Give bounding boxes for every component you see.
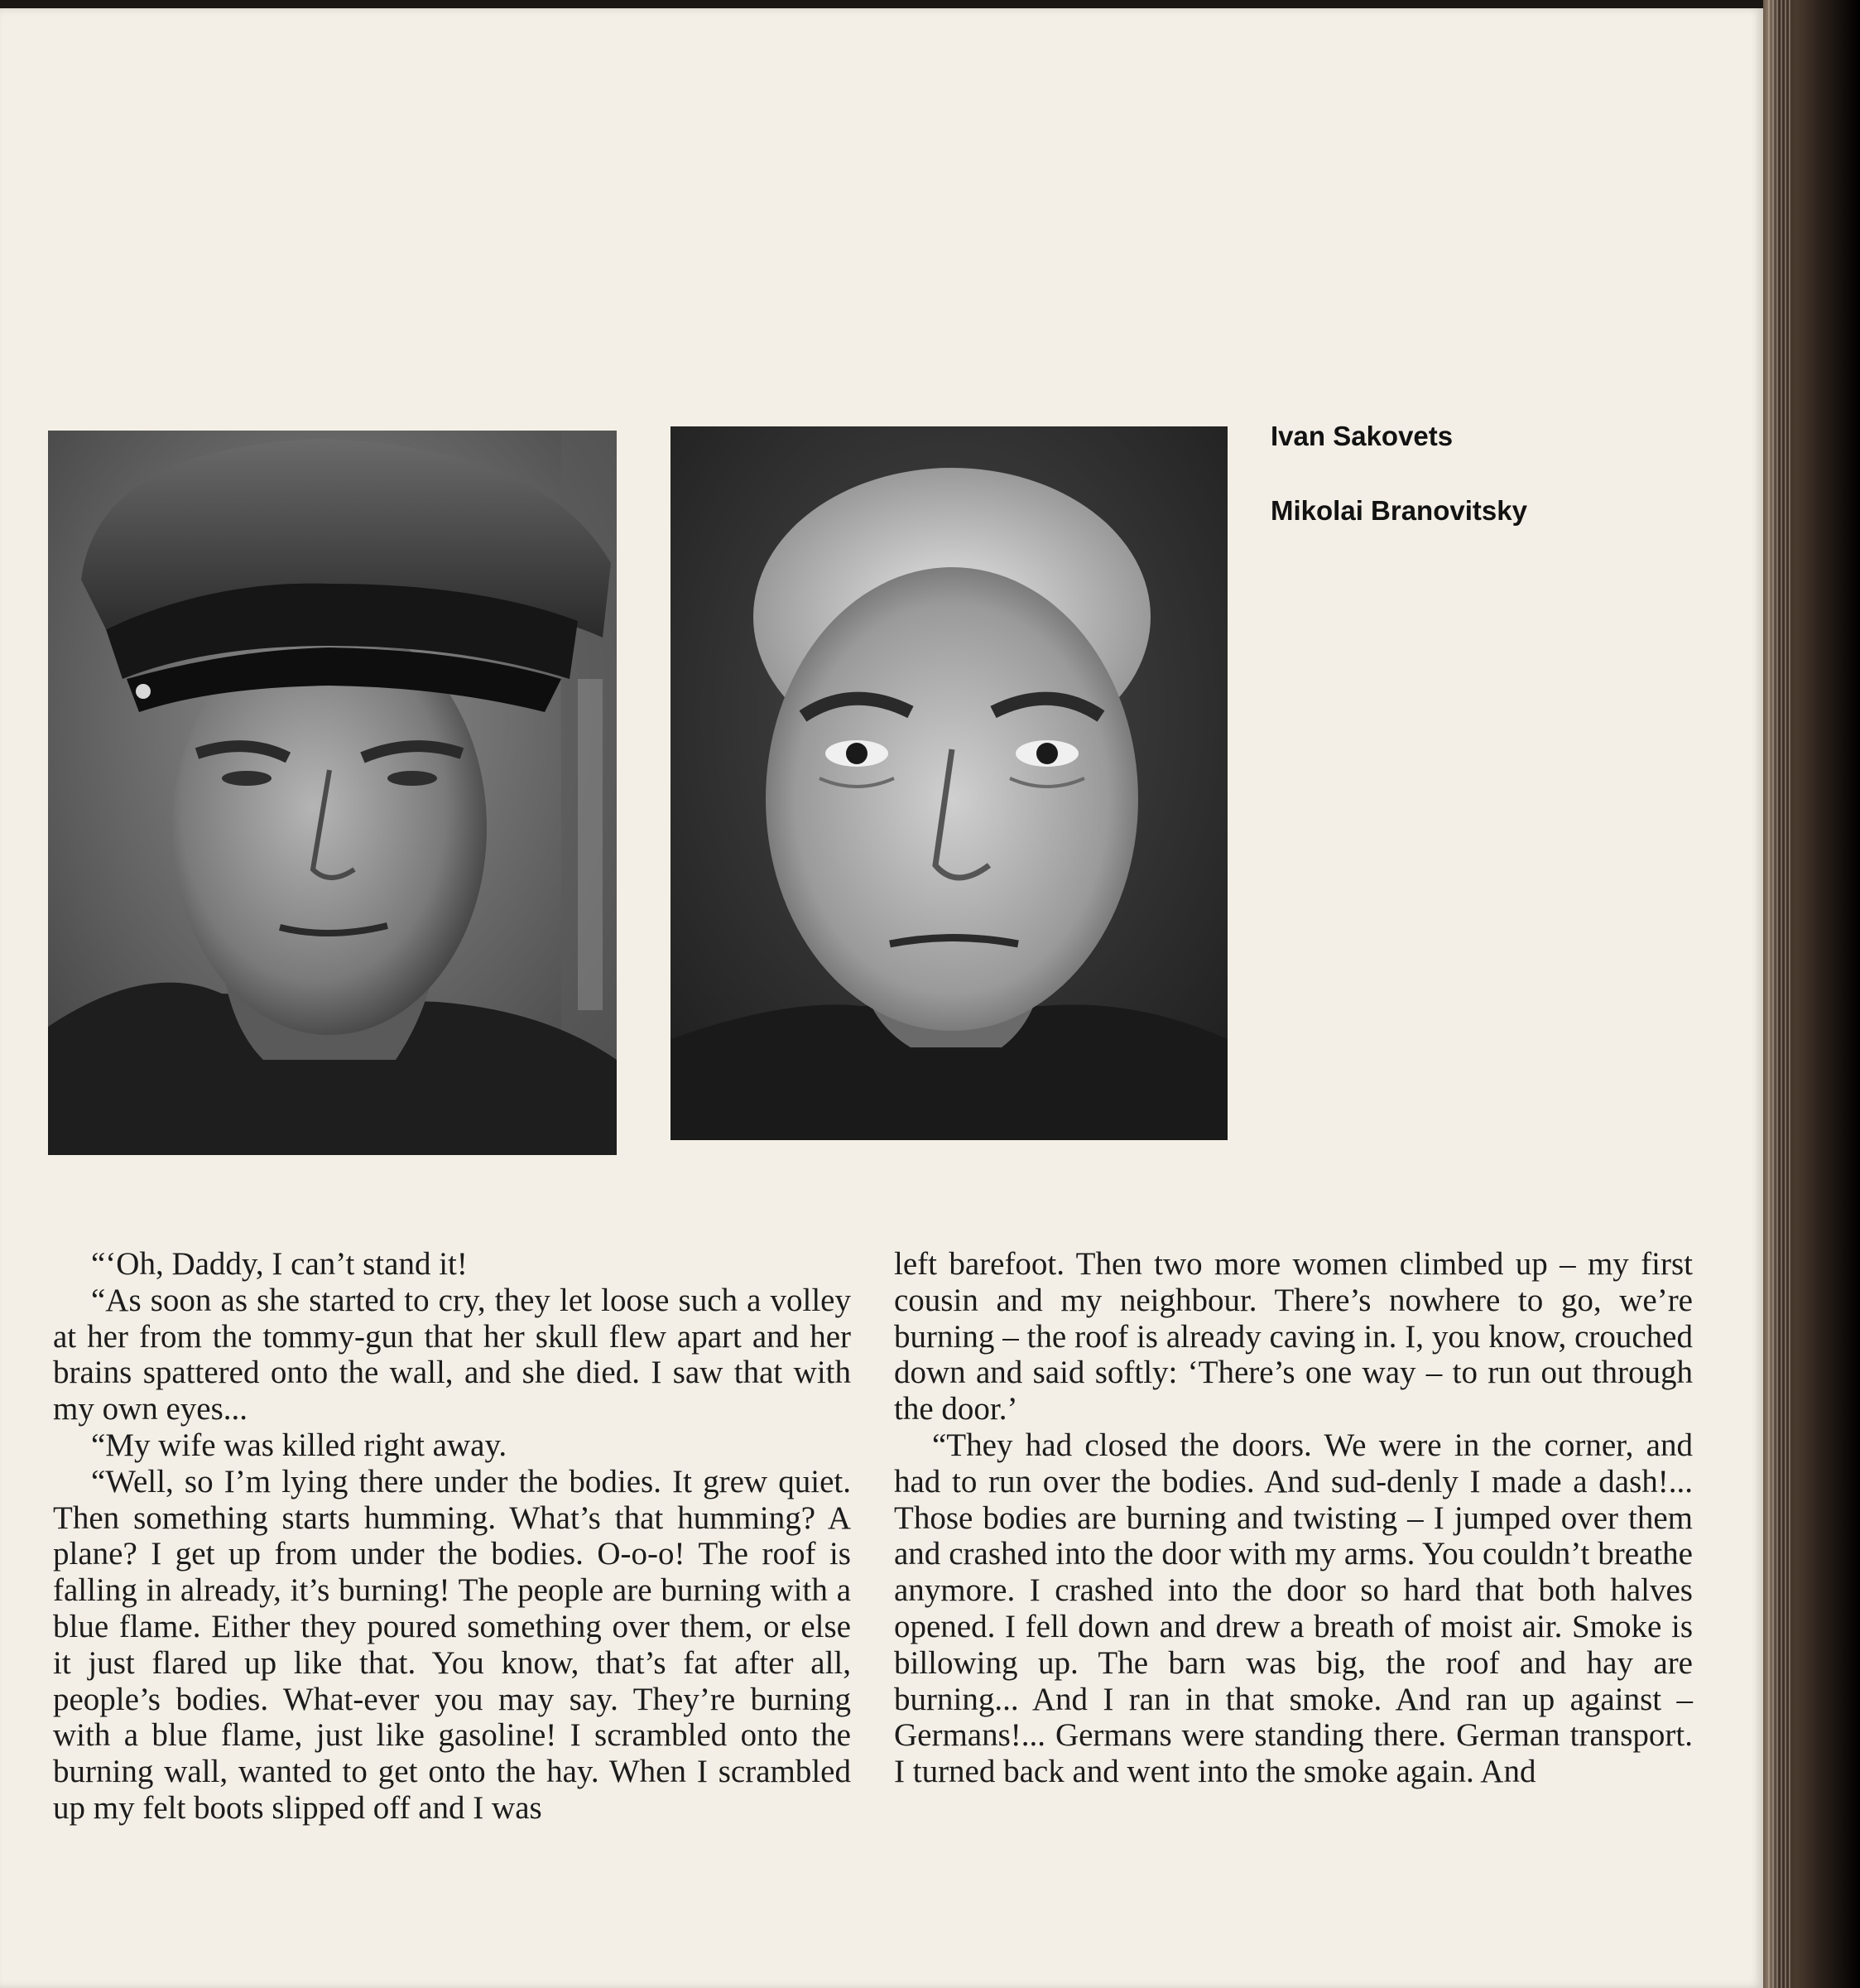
text-column-right bbox=[894, 1246, 1693, 1790]
paragraph: “‘Oh, Daddy, I can’t stand it! bbox=[91, 1246, 468, 1282]
paragraph: left barefoot. Then two more women climbed up – my first cousin and my neighbour. There’s nowhere to go, we’re burning – the roof is already caving in. I, you know, crouched down and said softly: ‘There’s one way – to run out through the door.’ bbox=[894, 1246, 1693, 1427]
portrait-photo-ivan-sakovets bbox=[48, 431, 617, 1155]
paragraph: “They had closed the doors. We were in the corner, and had to run over the bodies. And sud-denly I made a dash!... Those bodies are burning and twisting – I jumped over them and crashed into the door with my arms. You couldn’t breathe anymore. I crashed into the door so hard that both halves opened. I fell down and drew a breath of moist air. Smoke is billowing up. The barn was big, the roof and hay are burning... And I ran in that smoke. And ran up against – Germans!... Germans were standing there. German transport. I turned back and went into the smoke again. And bbox=[894, 1427, 1693, 1790]
text-column-left bbox=[53, 1246, 851, 1827]
paragraph: “Well, so I’m lying there under the bodies. It grew quiet. Then something starts humming. What’s that humming? A plane? I get up from under the bodies. O-o-o! The roof is falling in already, it’s burning! The people are burning with a blue flame. Either they poured something over them, or else it just flared up like that. You know, that’s fat after all, people’s bodies. What-ever you may say. They’re burning with a blue flame, just like gasoline! I scrambled onto the burning wall, wanted to get onto the hay. When I scrambled up my felt boots slipped off and I was bbox=[53, 1463, 851, 1826]
page-edges bbox=[1768, 0, 1793, 1988]
portrait-photo-mikolai-branovitsky bbox=[670, 426, 1228, 1140]
photo-caption-second: Mikolai Branovitsky bbox=[1271, 495, 1527, 526]
paragraph: “My wife was killed right away. bbox=[91, 1427, 507, 1463]
paragraph: “As soon as she started to cry, they let loose such a volley at her from the tommy-gun that her skull flew apart and her brains spattered onto the wall, and she died. I saw that with my own eyes... bbox=[53, 1282, 851, 1427]
photo-caption-first: Ivan Sakovets bbox=[1271, 421, 1454, 451]
